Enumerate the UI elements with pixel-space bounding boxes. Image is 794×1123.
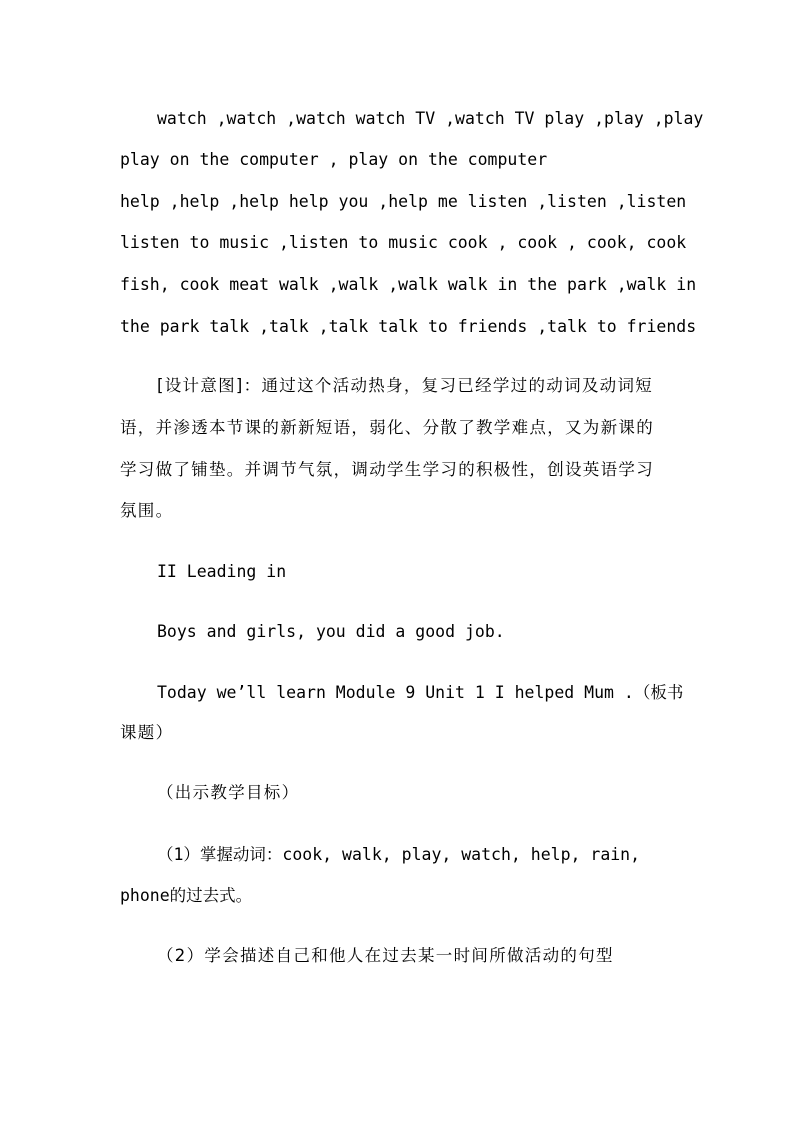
warmup-line-2: play on the computer , play on the computer [120, 150, 548, 169]
leading-in-line-2: Today we’ll learn Module 9 Unit 1 I helped Mum .（板书 [157, 683, 684, 702]
design-intent-line-3: 学习做了铺垫。并调节气氛，调动学生学习的积极性，创设英语学习 [120, 460, 654, 479]
leading-in-line-1: Boys and girls, you did a good job. [157, 622, 505, 641]
design-intent-line-4: 氛围。 [120, 501, 174, 520]
design-intent-line-1: [设计意图]：通过这个活动热身，复习已经学过的动词及动词短 [157, 376, 654, 395]
objective-2-line-1: （2）学会描述自己和他人在过去某一时间所做活动的句型 [157, 946, 614, 965]
warmup-line-1: watch ,watch ,watch watch TV ,watch TV play ,play ,play [157, 109, 704, 128]
design-intent-line-2: 语，并渗透本节课的新新短语，弱化、分散了教学难点，又为新课的 [120, 418, 654, 437]
warmup-line-6: the park talk ,talk ,talk talk to friends ,talk to friends [120, 317, 697, 336]
warmup-line-4: listen to music ,listen to music cook , cook , cook, cook [120, 233, 687, 252]
objective-1-line-1: （1）掌握动词：cook, walk, play, watch, help, rain, [157, 845, 641, 864]
warmup-line-3: help ,help ,help help you ,help me listen ,listen ,listen [120, 192, 687, 211]
warmup-line-5: fish, cook meat walk ,walk ,walk walk in the park ,walk in [120, 275, 697, 294]
leading-in-line-3: 课题） [120, 723, 174, 742]
objectives-heading: （出示教学目标） [157, 783, 300, 802]
section-heading-leading-in: II Leading in [157, 562, 287, 581]
objective-1-line-2: phone的过去式。 [120, 886, 253, 905]
